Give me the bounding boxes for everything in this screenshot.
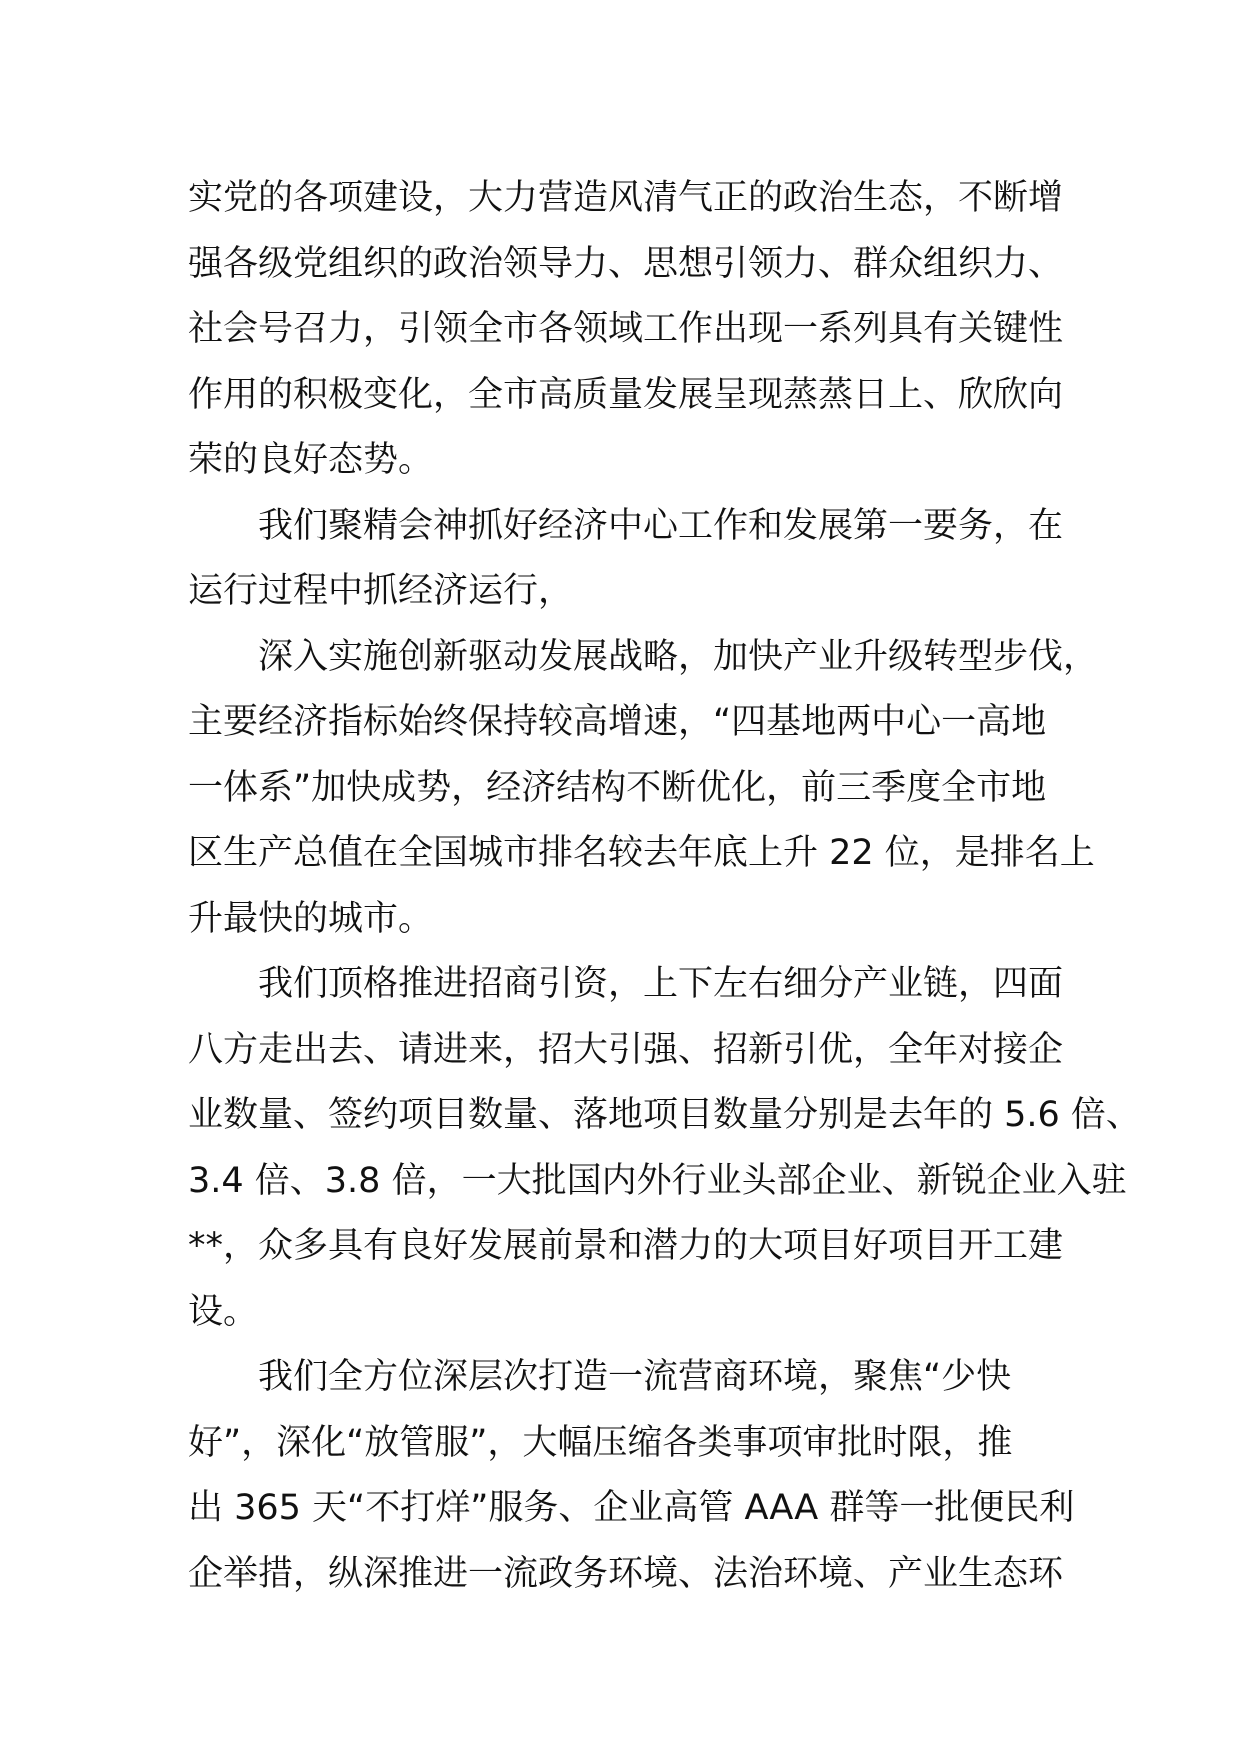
text-line: 企举措，纵深推进一流政务环境、法治环境、产业生态环 <box>188 1553 1064 1594</box>
paragraph-first-line: 我们全方位深层次打造一流营商环境，聚焦“少快 <box>258 1357 1012 1397</box>
text-line: 3.4 倍、3.8 倍，一大批国内外行业头部企业、新锐企业入驻 <box>188 1160 1127 1201</box>
text-line: 业数量、签约项目数量、落地项目数量分别是去年的 5.6 倍、 <box>188 1095 1141 1135</box>
document-body <box>188 166 1141 1607</box>
text-line: 设。 <box>188 1291 259 1332</box>
text-line: **，众多具有良好发展前景和潜力的大项目好项目开工建 <box>188 1226 1064 1266</box>
paragraph-first-line: 我们顶格推进招商引资，上下左右细分产业链，四面 <box>258 964 1064 1004</box>
text-line: 出 365 天“不打烊”服务、企业高管 AAA 群等一批便民利 <box>188 1488 1075 1528</box>
text-line: 升最快的城市。 <box>188 898 434 939</box>
text-line: 八方走出去、请进来，招大引强、招新引优，全年对接企 <box>188 1029 1064 1070</box>
text-line: 荣的良好态势。 <box>188 440 434 480</box>
text-line: 社会号召力，引领全市各领域工作出现一系列具有关键性 <box>188 309 1064 349</box>
text-line: 主要经济指标始终保持较高增速，“四基地两中心一高地 <box>188 702 1047 742</box>
text-line: 一体系”加快成势，经济结构不断优化，前三季度全市地 <box>188 767 1047 808</box>
text-line: 运行过程中抓经济运行， <box>188 571 574 611</box>
text-line: 区生产总值在全国城市排名较去年底上升 22 位，是排名上 <box>188 833 1095 873</box>
paragraph-first-line: 我们聚精会神抓好经济中心工作和发展第一要务，在 <box>258 505 1064 546</box>
text-line: 实党的各项建设，大力营造风清气正的政治生态，不断增 <box>188 178 1064 218</box>
text-line: 强各级党组织的政治领导力、思想引领力、群众组织力、 <box>188 243 1064 284</box>
text-line: 作用的积极变化，全市高质量发展呈现蒸蒸日上、欣欣向 <box>188 374 1064 415</box>
text-line: 好”，深化“放管服”，大幅压缩各类事项审批时限，推 <box>188 1422 1013 1463</box>
paragraph-first-line: 深入实施创新驱动发展战略，加快产业升级转型步伐， <box>258 636 1099 677</box>
